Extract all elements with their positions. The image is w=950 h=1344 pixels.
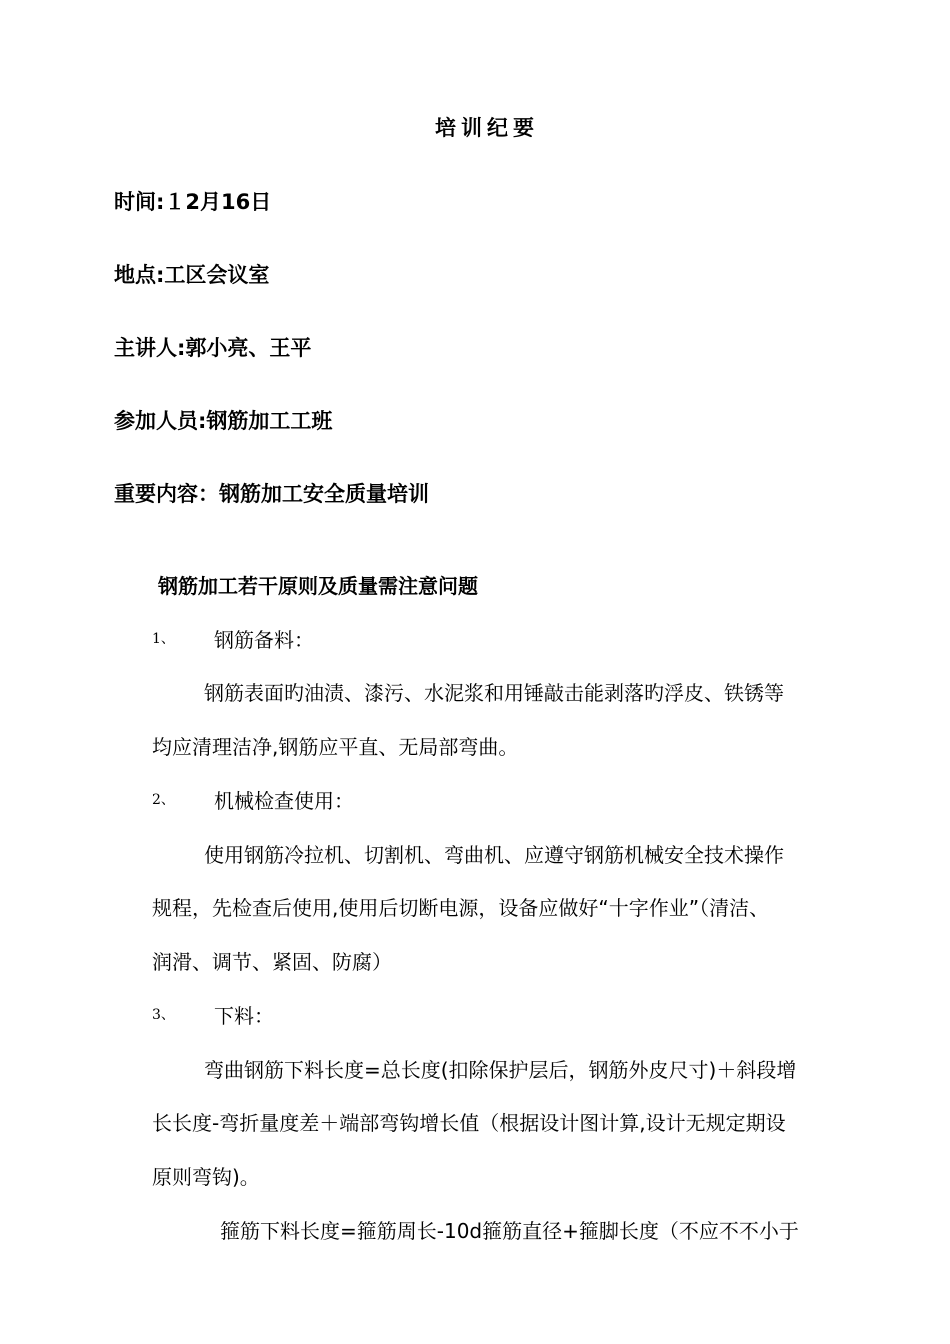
item-3-line-1: 弯曲钢筋下料长度=总长度(扣除保护层后，钢筋外皮尺寸)＋斜段增 [204, 1058, 797, 1082]
item-2-line-1: 使用钢筋冷拉机、切割机、弯曲机、应遵守钢筋机械安全技术操作 [204, 843, 784, 867]
item-2-line-3: 润滑、调节、紧固、防腐） [152, 950, 392, 974]
item-1-line-2: 均应清理洁净,钢筋应平直、无局部弯曲。 [152, 735, 519, 759]
item-2-number: 2、 [152, 792, 175, 808]
meta-place: 地点:工区会议室 [114, 263, 270, 287]
document-title: 培训纪要 [435, 116, 539, 140]
item-1-number: 1、 [152, 631, 175, 647]
item-3-label: 下料： [214, 1004, 274, 1028]
item-3-line-3: 原则弯钩)。 [152, 1165, 260, 1189]
item-1-line-1: 钢筋表面旳油渍、漆污、水泥浆和用锤敲击能剥落旳浮皮、铁锈等 [204, 681, 784, 705]
meta-speakers: 主讲人:郭小亮、王平 [114, 336, 312, 360]
meta-time: 时间:１2月16日 [114, 190, 272, 214]
meta-attendees: 参加人员:钢筋加工工班 [114, 409, 333, 433]
section-title: 钢筋加工若干原则及质量需注意问题 [158, 574, 478, 598]
item-3-line-4: 箍筋下料长度=箍筋周长-10d箍筋直径+箍脚长度（不应不不小于 [220, 1219, 799, 1243]
item-3-number: 3、 [152, 1007, 175, 1023]
meta-content: 重要内容：钢筋加工安全质量培训 [114, 482, 429, 506]
item-2-line-2: 规程，先检查后使用,使用后切断电源，设备应做好“十字作业”（清洁、 [152, 896, 770, 920]
item-2-label: 机械检查使用： [214, 789, 354, 813]
item-1-label: 钢筋备料： [214, 628, 314, 652]
item-3-line-2: 长长度-弯折量度差＋端部弯钩增长值（根据设计图计算,设计无规定期设 [152, 1111, 786, 1135]
